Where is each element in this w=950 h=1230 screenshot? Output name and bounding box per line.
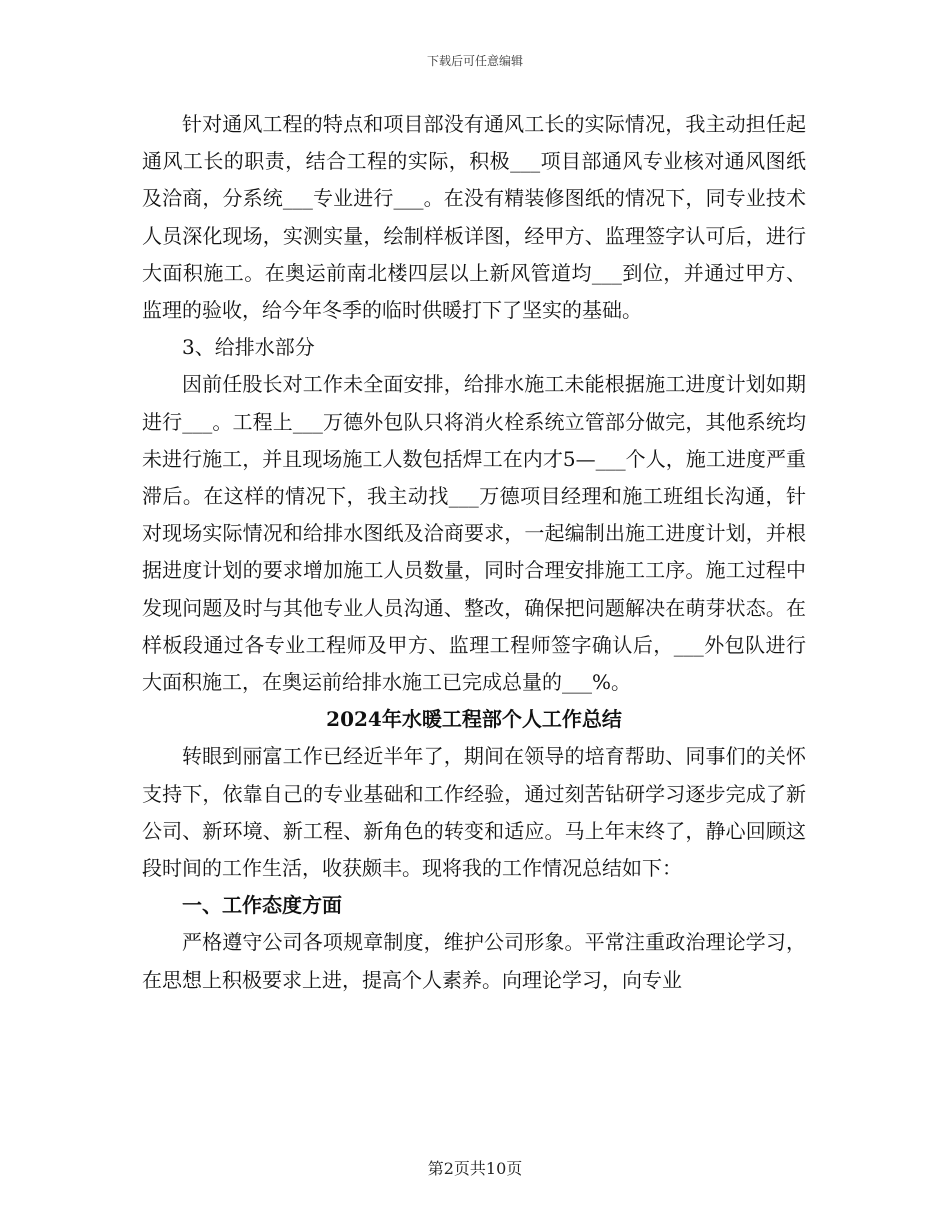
paragraph-intro: 转眼到丽富工作已经近半年了，期间在领导的培育帮助、同事们的关怀支持下，依靠自己的专业基础和工作经验，通过刻苦钻研学习逐步完成了新公司、新环境、新工程、新角色的转变和适应。马上年末终了，静心回顾这段时间的工作生活，收获颇丰。现将我的工作情况总结如下：	[142, 744, 806, 881]
paragraph-ventilation: 针对通风工程的特点和项目部没有通风工长的实际情况，我主动担任起通风工长的职责，结合工程的实际，积极___项目部通风专业核对通风图纸及洽商，分系统___专业进行___。在没有精装修图纸的情况下，同专业技术人员深化现场，实测实量，绘制样板详图，经甲方、监理签字认可后，进行大面积施工。在奥运前南北楼四层以上新风管道均___到位，并通过甲方、监理的验收，给今年冬季的临时供暖打下了坚实的基础。	[142, 112, 806, 323]
paragraph-water-supply: 因前任股长对工作未全面安排，给排水施工未能根据施工进度计划如期进行___。工程上___万德外包队只将消火栓系统立管部分做完，其他系统均未进行施工，并且现场施工人数包括焊工在内才5—___个人，施工进度严重滞后。在这样的情况下，我主动找___万德项目经理和施工班组长沟通，针对现场实际情况和给排水图纸及洽商要求，一起编制出施工进度计划，并根据进度计划的要求增加施工人员数量，同时合理安排施工工序。施工过程中发现问题及时与其他专业人员沟通、整改，确保把问题解决在萌芽状态。在样板段通过各专业工程师及甲方、监理工程师签字确认后，___外包队进行大面积施工，在奥运前给排水施工已完成总量的___%。	[142, 372, 806, 695]
section-heading-work-attitude: 一、工作态度方面	[182, 893, 342, 918]
header-note: 下载后可任意编辑	[426, 54, 523, 68]
document-body	[142, 106, 806, 999]
document-title: 2024年水暖工程部个人工作总结	[326, 707, 622, 732]
paragraph-work-attitude: 严格遵守公司各项规章制度，维护公司形象。平常注重政治理论学习，在思想上积极要求上进，提高个人素养。向理论学习，向专业	[142, 930, 806, 992]
page-number: 第2页共10页	[427, 1159, 523, 1178]
section-heading-water-supply: 3、给排水部分	[182, 335, 315, 360]
